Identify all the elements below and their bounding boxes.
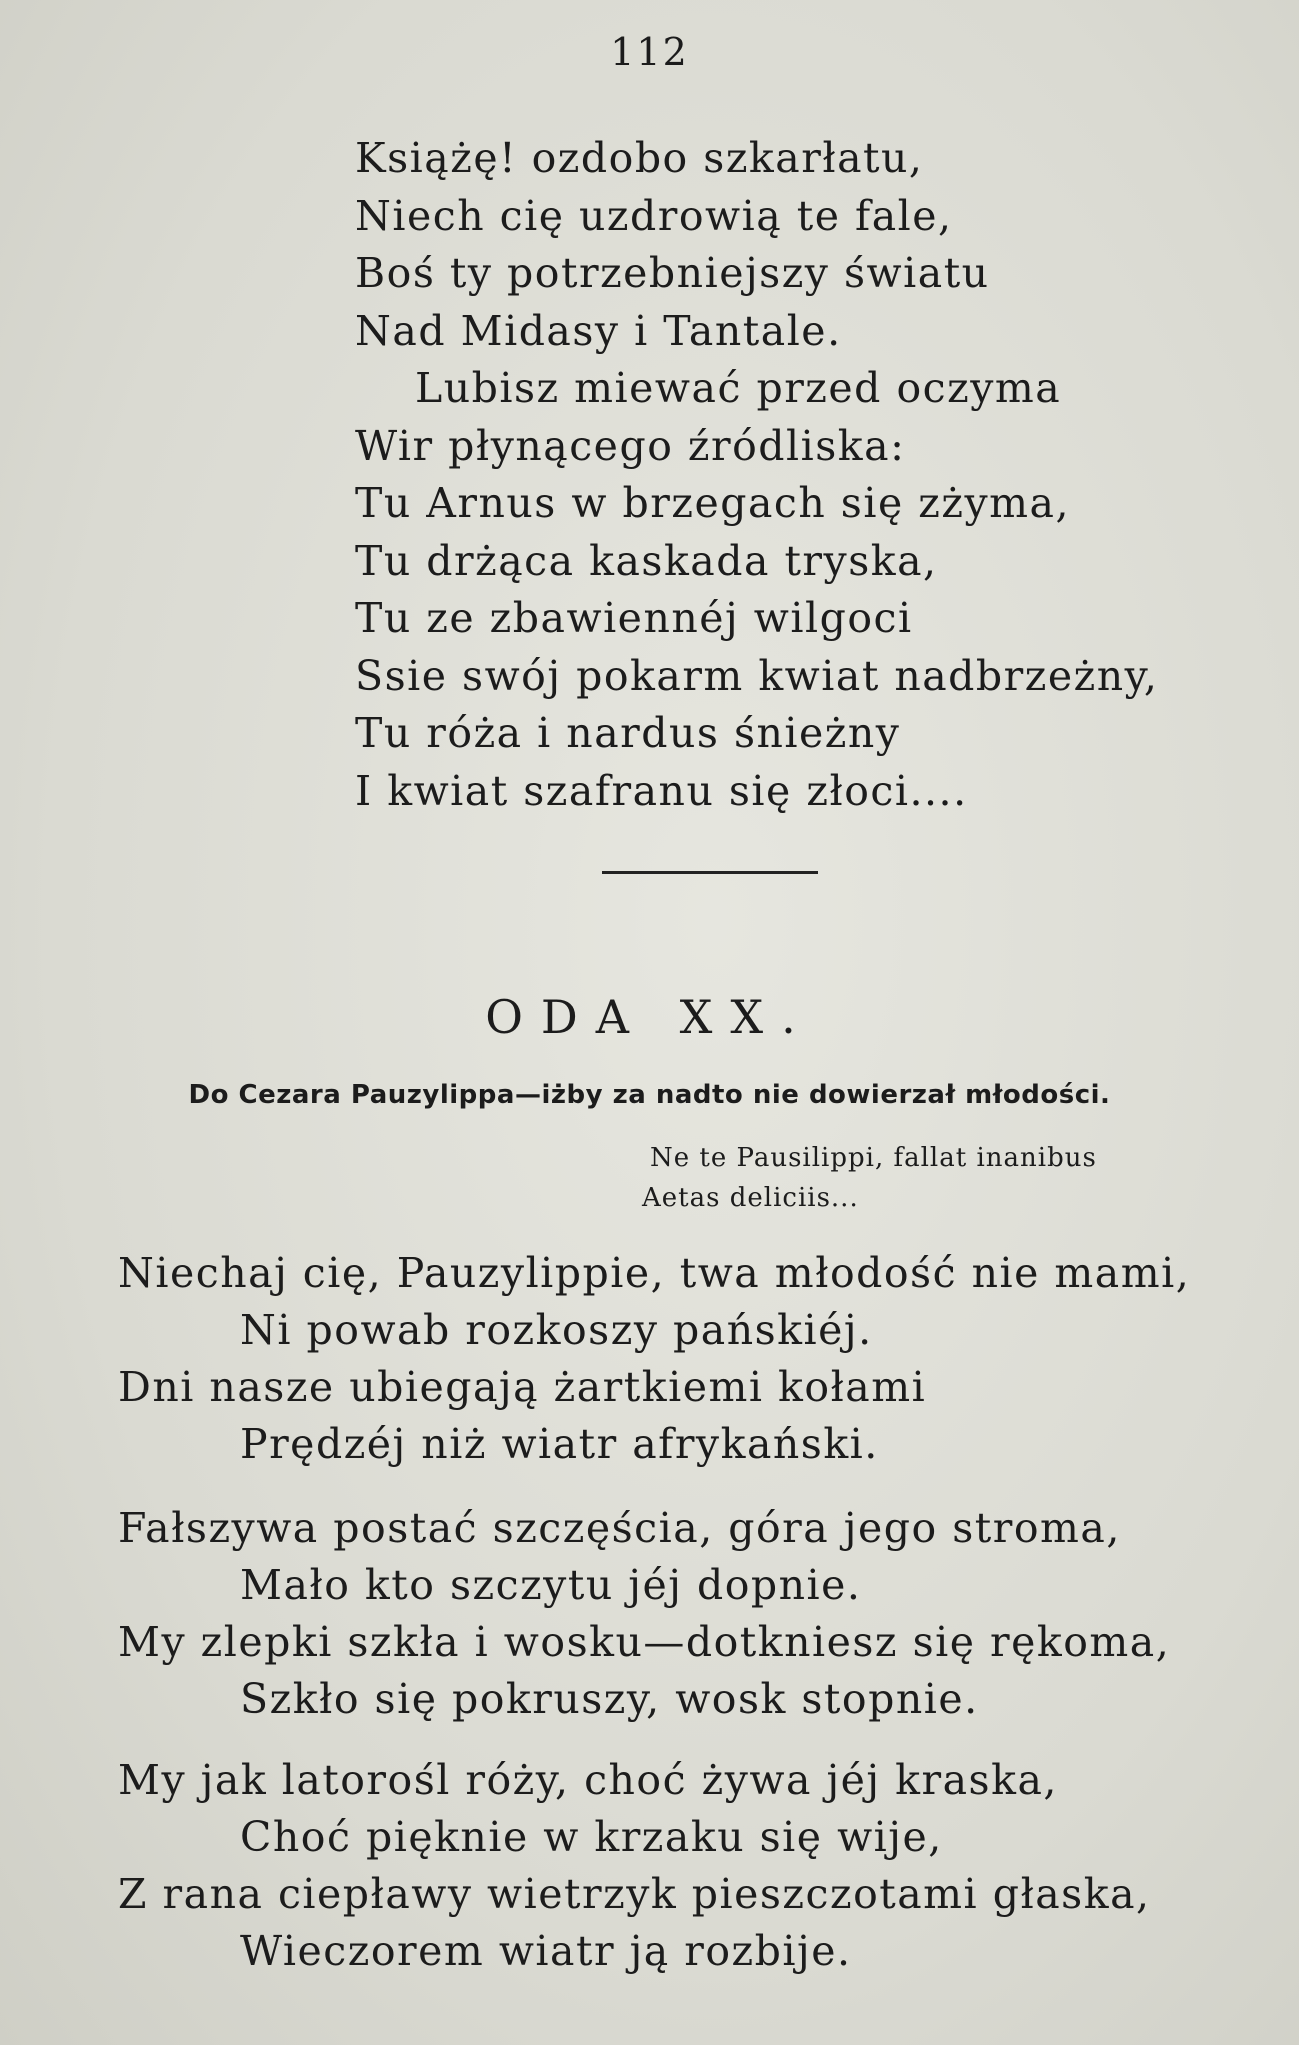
verse-line: Choć pięknie w krzaku się wije,: [240, 1813, 943, 1861]
verse-line: Szkło się pokruszy, wosk stopnie.: [240, 1675, 979, 1723]
verse-line: Książę! ozdobo szkarłatu,: [355, 134, 924, 182]
section-divider: [602, 871, 818, 874]
verse-line: My jak latorośl róży, choć żywa jéj kraska,: [118, 1756, 1058, 1804]
verse-line: I kwiat szafranu się złoci....: [355, 766, 968, 815]
ode-subtitle: Do Cezara Pauzylippa—iżby za nadto nie dowierzał młodości.: [188, 1080, 1111, 1110]
epigraph: [642, 1138, 1097, 1218]
verse-line: Mało kto szczytu jéj dopnie.: [240, 1561, 862, 1609]
verse-line: Fałszywa postać szczęścia, góra jego stroma,: [118, 1504, 1121, 1552]
verse-line: Nad Midasy i Tantale.: [355, 306, 842, 355]
verse-line: Dni nasze ubiegają żartkiemi kołami: [118, 1363, 927, 1411]
verse-line: Tu ze zbawiennéj wilgoci: [355, 594, 913, 642]
verse-line: Niechaj cię, Pauzylippie, twa młodość nie mami,: [118, 1249, 1191, 1297]
verse-line: Ssie swój pokarm kwiat nadbrzeżny,: [355, 651, 1159, 700]
ode-stanza-1: [118, 1245, 1190, 1473]
verse-line: Lubisz miewać przed oczyma: [415, 364, 1062, 412]
verse-line: Tu Arnus w brzegach się zżyma,: [355, 479, 1070, 527]
opening-stanza: [355, 130, 1158, 820]
verse-line: Prędzéj niż wiatr afrykański.: [240, 1420, 879, 1468]
page-number: 112: [610, 30, 689, 74]
ode-stanza-2: [118, 1500, 1170, 1728]
epigraph-line: Aetas deliciis...: [642, 1183, 859, 1213]
verse-line: Wieczorem wiatr ją rozbije.: [240, 1927, 852, 1975]
epigraph-line: Ne te Pausilippi, fallat inanibus: [650, 1143, 1097, 1173]
verse-line: Z rana ciepławy wietrzyk pieszczotami głaska,: [118, 1870, 1151, 1918]
verse-line: My zlepki szkła i wosku—dotkniesz się rękoma,: [118, 1618, 1171, 1666]
verse-line: Boś ty potrzebniejszy światu: [355, 249, 990, 297]
verse-line: Tu róża i nardus śnieżny: [355, 709, 901, 757]
verse-line: Tu drżąca kaskada tryska,: [355, 536, 938, 585]
verse-line: Ni powab rozkoszy pańskiéj.: [240, 1306, 873, 1354]
ode-stanza-3: [118, 1752, 1151, 1980]
verse-line: Niech cię uzdrowią te fale,: [355, 191, 953, 240]
verse-line: Wir płynącego źródliska:: [355, 421, 906, 470]
ode-title: ODA XX.: [485, 990, 814, 1044]
